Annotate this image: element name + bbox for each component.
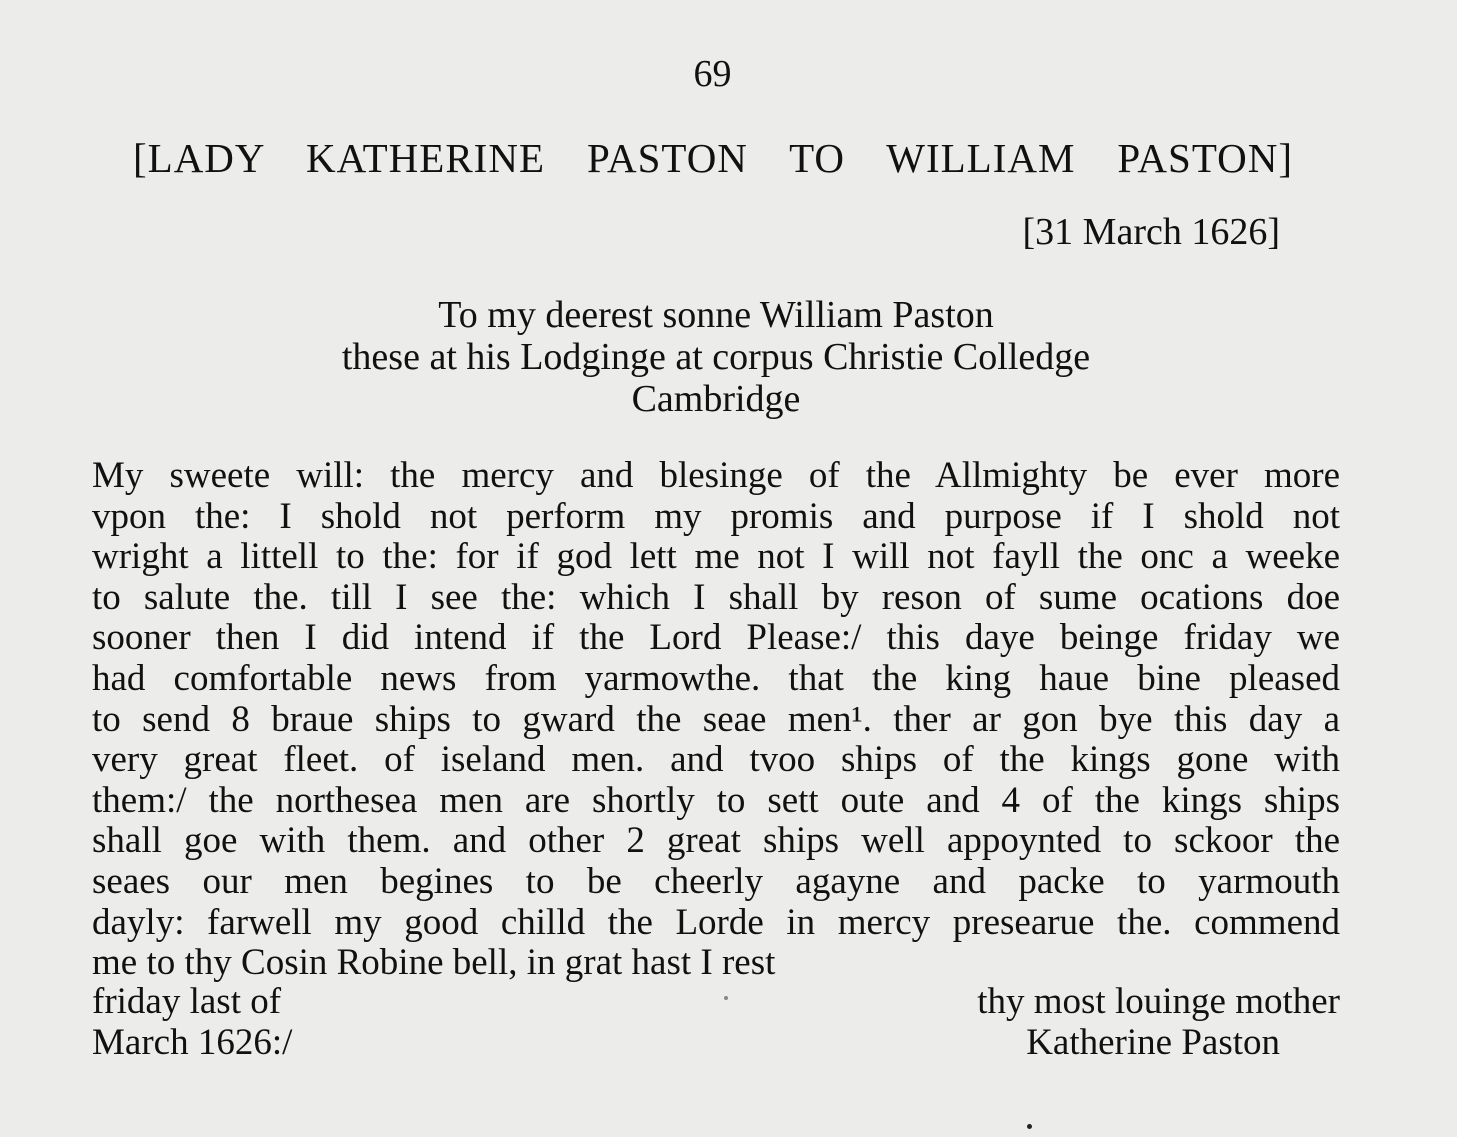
- body-line: very great fleet. of iseland men. and tvoo ships of the kings gone with: [92, 739, 1340, 781]
- closing-dateline-line: March 1626:/: [92, 1021, 293, 1063]
- body-line: sooner then I did intend if the Lord Please:/ this daye beinge friday we: [92, 617, 1340, 659]
- paper-speck: [724, 996, 728, 1000]
- body-line: me to thy Cosin Robine bell, in grat hast I rest: [92, 942, 776, 984]
- closing-dateline-line: friday last of: [92, 981, 282, 1022]
- paper-speck: [1027, 1124, 1032, 1129]
- body-line: them:/ the northesea men are shortly to sett oute and 4 of the kings ships: [92, 779, 1340, 821]
- body-line: to send 8 braue ships to gward the seae men¹. ther ar gon bye this day a: [92, 698, 1340, 740]
- body-line: to salute the. till I see the: which I shall by reson of sume ocations doe: [92, 576, 1340, 618]
- address-line: To my deerest sonne William Paston: [438, 294, 994, 336]
- letter-body: [92, 456, 1340, 984]
- body-line: shall goe with them. and other 2 great ships well appoynted to sckoor the: [92, 820, 1340, 862]
- body-line: dayly: farwell my good chilld the Lorde in mercy presearue the. commend: [92, 901, 1340, 943]
- body-line: vpon the: I shold not perform my promis and purpose if I shold not: [92, 495, 1340, 537]
- letter-title: [LADY KATHERINE PASTON TO WILLIAM PASTON]: [133, 135, 1293, 181]
- body-line: had comfortable news from yarmowthe. that the king haue bine pleased: [92, 657, 1340, 699]
- body-line: wright a littell to the: for if god lett me not I will not fayll the onc a weeke: [92, 536, 1340, 578]
- signoff-line: thy most louinge mother: [977, 981, 1340, 1022]
- letter-date: [31 March 1626]: [1022, 211, 1280, 253]
- address-block: [0, 294, 1432, 420]
- address-line: these at his Lodginge at corpus Christie Colledge: [341, 336, 1091, 378]
- body-line: seaes our men begines to be cheerly agayne and packe to yarmouth: [92, 860, 1340, 902]
- page-number: 69: [693, 53, 732, 95]
- closing-signoff: [977, 982, 1340, 1063]
- closing-dateline: [92, 982, 292, 1063]
- signature-name: Katherine Paston: [1026, 1021, 1280, 1063]
- body-line: My sweete will: the mercy and blesinge of the Allmighty be ever more: [92, 455, 1340, 496]
- address-line: Cambridge: [631, 378, 801, 420]
